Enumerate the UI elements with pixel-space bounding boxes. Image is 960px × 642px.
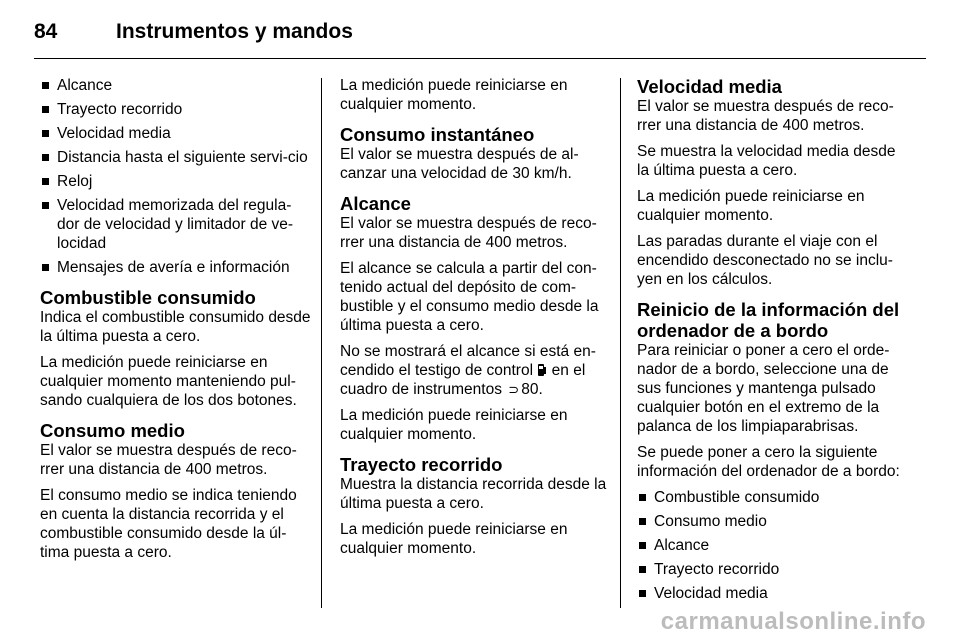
section-heading: Velocidad media <box>637 76 782 97</box>
paragraph: El consumo medio se indica teniendo en cuenta la distancia recorrida y el combustible consumido desde la úl-tima puesta a cero. <box>40 487 297 561</box>
paragraph <box>340 342 608 399</box>
paragraph-text: en el cuadro de instrumentos <box>340 362 586 398</box>
paragraph: El alcance se calcula a partir del con-tenido actual del depósito de com-bustible y el consumo medio desde la última puesta a cero. <box>340 260 599 334</box>
list-item: Mensajes de avería e información <box>40 258 312 277</box>
list-item: Consumo medio <box>637 512 909 531</box>
list-item: Velocidad memorizada del regula-dor de velocidad y limitador de ve-locidad <box>40 196 312 253</box>
column-3 <box>637 76 909 608</box>
watermark: carmanualsonline.info <box>660 608 926 635</box>
paragraph: Las paradas durante el viaje con el encendido desconectado no se inclu-yen en los cálculos. <box>637 233 893 288</box>
paragraph: Se muestra la velocidad media desde la última puesta a cero. <box>637 143 896 179</box>
section-heading: Combustible consumido <box>40 287 256 308</box>
page-header <box>34 14 926 50</box>
list-item: Reloj <box>40 172 312 191</box>
paragraph: Muestra la distancia recorrida desde la última puesta a cero. <box>340 476 607 512</box>
paragraph: El valor se muestra después de reco-rrer una distancia de 400 metros. <box>637 98 894 134</box>
list-item: Velocidad media <box>40 124 312 143</box>
column-1 <box>40 76 312 569</box>
list-item: Trayecto recorrido <box>40 100 312 119</box>
paragraph: Indica el combustible consumido desde la última puesta a cero. <box>40 309 311 345</box>
page-reference-icon[interactable]: ⊃ <box>508 382 520 397</box>
fuel-pump-icon <box>538 364 546 376</box>
column-divider-2 <box>620 78 621 608</box>
paragraph: Se puede poner a cero la siguiente información del ordenador de a bordo: <box>637 444 900 480</box>
paragraph: La medición puede reiniciarse en cualquier momento. <box>340 407 568 443</box>
list-item: Alcance <box>637 536 909 555</box>
column-divider-1 <box>321 78 322 608</box>
list-item: Alcance <box>40 76 312 95</box>
section-heading: Consumo instantáneo <box>340 124 535 145</box>
paragraph: El valor se muestra después de reco-rrer una distancia de 400 metros. <box>40 442 297 478</box>
paragraph: Para reiniciar o poner a cero el orde-nador de a bordo, seleccione una de sus funciones y mantenga pulsado cualquier botón en el extremo de la palanca de los limpiaparabrisas. <box>637 342 890 435</box>
paragraph: La medición puede reiniciarse en cualquier momento. <box>637 188 865 224</box>
header-divider <box>34 58 926 59</box>
section-heading: Alcance <box>340 193 411 214</box>
paragraph: La medición puede reiniciarse en cualquier momento. <box>340 521 568 557</box>
column-2 <box>340 76 608 565</box>
page-number: 84 <box>34 20 58 43</box>
paragraph-text: No se mostrará el alcance si está en-cendido el testigo de control <box>340 343 596 379</box>
list-item: Trayecto recorrido <box>637 560 909 579</box>
section-heading: Consumo medio <box>40 420 185 441</box>
reset-list <box>637 488 909 603</box>
paragraph: El valor se muestra después de al-canzar una velocidad de 30 km/h. <box>340 146 579 182</box>
list-item: Combustible consumido <box>637 488 909 507</box>
section-heading: Reinicio de la información del ordenador de a bordo <box>637 299 900 341</box>
page-title: Instrumentos y mandos <box>116 20 353 43</box>
list-item: Velocidad media <box>637 584 909 603</box>
paragraph: La medición puede reiniciarse en cualquier momento manteniendo pul-sando cualquiera de los dos botones. <box>40 354 297 409</box>
list-item: Distancia hasta el siguiente servi-cio <box>40 148 312 167</box>
page-reference[interactable]: 80. <box>521 381 543 398</box>
paragraph: El valor se muestra después de reco-rrer una distancia de 400 metros. <box>340 215 597 251</box>
paragraph: La medición puede reiniciarse en cualquier momento. <box>340 77 568 113</box>
info-list <box>40 76 312 277</box>
section-heading: Trayecto recorrido <box>340 454 503 475</box>
